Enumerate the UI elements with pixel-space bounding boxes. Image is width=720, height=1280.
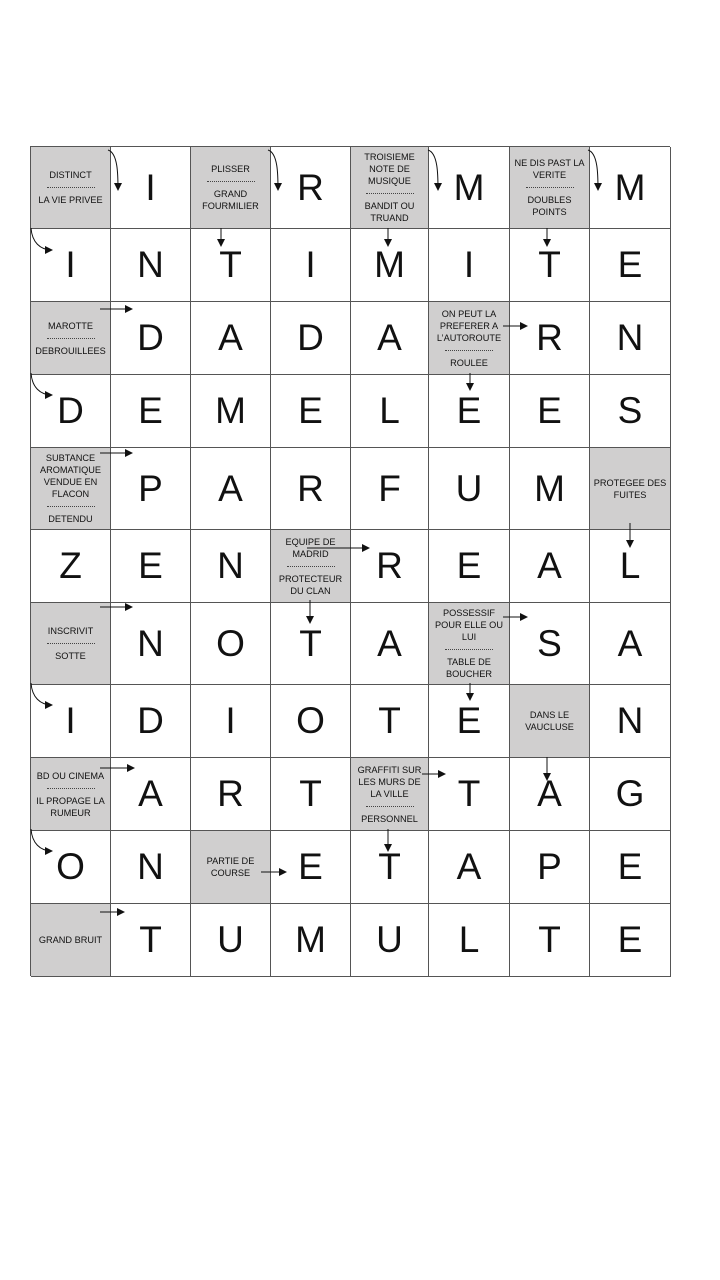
letter-cell: I (31, 229, 111, 302)
letter-cell: P (111, 448, 191, 530)
letter-cell: M (191, 375, 271, 448)
clue-cell (31, 904, 111, 977)
clue-text: NE DIS PAST LA VERITE (514, 158, 585, 180)
letter-cell: N (590, 302, 671, 375)
clue-cell (31, 147, 111, 229)
letter-cell: T (271, 758, 351, 831)
crossword-grid (30, 146, 670, 976)
letter-cell: F (351, 448, 429, 530)
letter-cell: N (590, 685, 671, 758)
letter-cell: U (351, 904, 429, 977)
clue-text: PROTECTEUR DU CLAN (278, 573, 343, 596)
clue-separator (366, 193, 414, 194)
clue-text: TABLE DE BOUCHER (446, 657, 492, 679)
clue-text: GRAFFITI SUR LES MURS DE LA VILLE (357, 764, 422, 799)
letter-cell: A (429, 831, 510, 904)
letter-cell: M (510, 448, 590, 530)
clue-text: LA VIE PRIVEE (38, 195, 103, 205)
letter-cell: A (510, 530, 590, 603)
letter-cell: T (191, 229, 271, 302)
letter-cell: I (111, 147, 191, 229)
clue-separator (47, 788, 95, 789)
clue-cell (351, 147, 429, 229)
letter-cell: A (111, 758, 191, 831)
letter-cell: E (590, 831, 671, 904)
letter-cell: E (429, 530, 510, 603)
clue-cell (510, 685, 590, 758)
clue-separator (526, 187, 574, 188)
letter-cell: O (271, 685, 351, 758)
letter-cell: T (351, 685, 429, 758)
clue-text: GRAND FOURMILIER (202, 189, 259, 211)
letter-cell: N (111, 229, 191, 302)
letter-cell: M (429, 147, 510, 229)
clue-text: DANS LE VAUCLUSE (525, 710, 574, 732)
letter-cell: I (271, 229, 351, 302)
clue-text: DETENDU (48, 514, 93, 524)
clue-cell (429, 603, 510, 685)
clue-text: BD OU CINEMA (36, 770, 105, 781)
clue-text: BANDIT OU TRUAND (364, 201, 415, 223)
clue-text: PARTIE DE COURSE (206, 856, 255, 878)
letter-cell: O (31, 831, 111, 904)
letter-cell: T (271, 603, 351, 685)
letter-cell: E (429, 685, 510, 758)
letter-cell: P (510, 831, 590, 904)
letter-cell: T (351, 831, 429, 904)
clue-separator (445, 350, 493, 351)
clue-cell (31, 448, 111, 530)
clue-text: IL PROPAGE LA RUMEUR (36, 795, 105, 818)
clue-separator (47, 187, 95, 188)
clue-text: PERSONNEL (361, 813, 418, 824)
clue-cell (31, 302, 111, 375)
letter-cell: D (31, 375, 111, 448)
letter-cell: D (271, 302, 351, 375)
letter-cell: M (351, 229, 429, 302)
clue-text: DEBROUILLEES (35, 345, 106, 356)
clue-text: PLISSER (211, 164, 250, 174)
letter-cell: R (191, 758, 271, 831)
clue-separator (207, 181, 255, 182)
letter-cell: A (351, 603, 429, 685)
clue-text: TROISIEME NOTE DE MUSIQUE (364, 152, 415, 186)
clue-text: ROULEE (450, 357, 488, 368)
letter-cell: N (191, 530, 271, 603)
letter-cell: A (351, 302, 429, 375)
clue-separator (366, 806, 414, 807)
clue-text: DOUBLES POINTS (527, 195, 572, 217)
letter-cell: E (510, 375, 590, 448)
clue-cell (271, 530, 351, 603)
letter-cell: I (429, 229, 510, 302)
letter-cell: E (590, 229, 671, 302)
letter-cell: T (510, 229, 590, 302)
letter-cell: S (510, 603, 590, 685)
clue-separator (445, 649, 493, 650)
letter-cell: A (510, 758, 590, 831)
letter-cell: T (111, 904, 191, 977)
letter-cell: L (351, 375, 429, 448)
clue-cell (31, 758, 111, 831)
letter-cell: R (351, 530, 429, 603)
letter-cell: U (429, 448, 510, 530)
clue-text: MAROTTE (48, 320, 93, 331)
letter-cell: R (271, 147, 351, 229)
letter-cell: Z (31, 530, 111, 603)
letter-cell: E (111, 530, 191, 603)
letter-cell: E (271, 831, 351, 904)
clue-text: SOTTE (55, 651, 86, 661)
clue-cell (351, 758, 429, 831)
clue-cell (590, 448, 671, 530)
letter-cell: E (590, 904, 671, 977)
clue-separator (47, 338, 95, 339)
clue-separator (47, 643, 95, 644)
letter-cell: M (590, 147, 671, 229)
clue-text: DISTINCT (49, 170, 92, 180)
clue-text: GRAND BRUIT (38, 935, 103, 945)
letter-cell: L (590, 530, 671, 603)
clue-text: INSCRIVIT (47, 626, 94, 636)
clue-cell (31, 603, 111, 685)
letter-cell: T (429, 758, 510, 831)
clue-cell (191, 147, 271, 229)
letter-cell: R (510, 302, 590, 375)
letter-cell: N (111, 831, 191, 904)
letter-cell: S (590, 375, 671, 448)
letter-cell: D (111, 302, 191, 375)
clue-text: ON PEUT LA PREFERER A L’AUTOROUTE (436, 308, 502, 343)
letter-cell: I (191, 685, 271, 758)
clue-cell (191, 831, 271, 904)
letter-cell: I (31, 685, 111, 758)
letter-cell: R (271, 448, 351, 530)
letter-cell: D (111, 685, 191, 758)
clue-cell (429, 302, 510, 375)
letter-cell: E (111, 375, 191, 448)
clue-separator (287, 566, 335, 567)
letter-cell: E (429, 375, 510, 448)
letter-cell: O (191, 603, 271, 685)
letter-cell: A (590, 603, 671, 685)
clue-cell (510, 147, 590, 229)
letter-cell: M (271, 904, 351, 977)
letter-cell: E (271, 375, 351, 448)
letter-cell: U (191, 904, 271, 977)
clue-separator (47, 506, 95, 507)
clue-text: EQUIPE DE MADRID (285, 536, 336, 559)
letter-cell: G (590, 758, 671, 831)
letter-cell: L (429, 904, 510, 977)
clue-text: PROTEGEE DES FUITES (593, 477, 667, 500)
clue-text: SUBTANCE AROMATIQUE VENDUE EN FLACON (39, 453, 102, 499)
letter-cell: A (191, 448, 271, 530)
clue-text: POSSESSIF POUR ELLE OU LUI (435, 608, 503, 642)
letter-cell: T (510, 904, 590, 977)
letter-cell: N (111, 603, 191, 685)
letter-cell: A (191, 302, 271, 375)
